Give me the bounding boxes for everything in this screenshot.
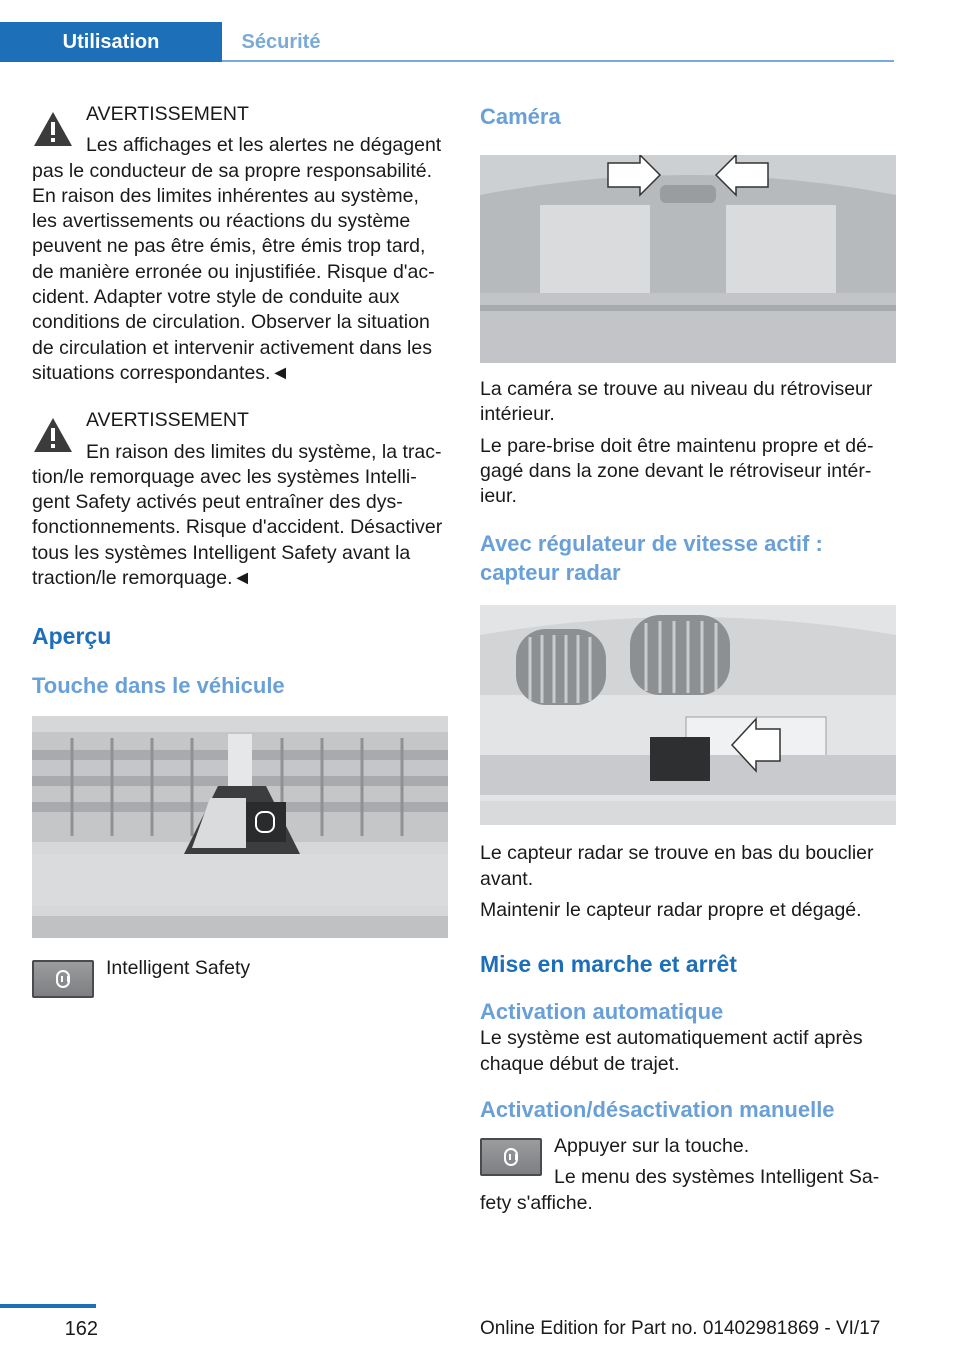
- warning-block-2: [32, 408, 448, 591]
- left-column: [32, 100, 448, 998]
- warning-title: AVERTISSEMENT: [86, 409, 249, 432]
- page-number: 162: [64, 1318, 98, 1340]
- button-legend-row: [32, 956, 448, 996]
- button-caption: Intelligent Safety: [106, 957, 251, 980]
- tab-securite[interactable]: Sécurité: [241, 31, 321, 53]
- radar-text-2: Maintenir le capteur radar propre et dégagé.: [480, 899, 862, 922]
- figure-radar: [480, 605, 896, 825]
- intelligent-safety-button-icon: [480, 1138, 542, 1176]
- radar-bumper-illustration: [480, 605, 896, 825]
- heading-camera: Caméra: [480, 104, 561, 129]
- warning-title: AVERTISSEMENT: [86, 103, 249, 125]
- right-column: [480, 100, 896, 1216]
- header-tabs: [0, 22, 894, 62]
- heading-activation-automatique: Activation automatique: [480, 999, 724, 1025]
- edition-note: Online Edition for Part no. 01402981869 - VI/17: [480, 1318, 881, 1339]
- heading-activation-manuelle: Activation/désactivation manuelle: [480, 1096, 835, 1122]
- tab-underline: [222, 60, 894, 62]
- radar-text-1: Le capteur radar se trouve en bas du bouclier avant.: [480, 842, 874, 890]
- auto-text: Le système est automatiquement actif après chaque début de trajet.: [480, 1027, 863, 1075]
- tab-utilisation[interactable]: Utilisation: [0, 22, 222, 60]
- manual-button-row: [480, 1134, 896, 1216]
- warning-triangle-icon: [32, 110, 74, 148]
- camera-interior-illustration: [480, 155, 896, 363]
- warning-triangle-icon: [32, 416, 74, 454]
- vehicle-grille-illustration: [32, 716, 448, 938]
- figure-button-in-vehicle: [32, 716, 448, 938]
- warning-body: Les affichages et les alertes ne dégagent pas le conducteur de sa propre responsabilité. En raison des limites inhérentes au système, les avertissements ou réactions du système peuvent ne pas être émis, être émis trop tard, de manière erronée ou injustifiée. Risque d'accident. Adapter votre style de conduite aux conditions de circulation. Observer la situation de circulation et intervenir activement dans les situations correspondantes.◄: [32, 134, 442, 384]
- intelligent-safety-button-icon: [32, 960, 94, 998]
- subheading-touche: Touche dans le véhicule: [32, 673, 285, 699]
- footer-rule: [0, 1304, 96, 1308]
- camera-text-1: La caméra se trouve au niveau du rétroviseur intérieur.: [480, 378, 873, 426]
- tab-underline-active: [0, 60, 222, 62]
- manual-text-2: Le menu des systèmes Intelligent Safety s'affiche.: [480, 1166, 880, 1214]
- heading-radar: Avec régulateur de vitesse actif : capteur radar: [480, 531, 823, 586]
- warning-body: En raison des limites du système, la traction/le remorquage avec les systèmes Intelligent Safety activés peut entraîner des dysfonctionnements. Risque d'accident. Désactiver tous les systèmes Intelligent Safety avant la traction/le remorquage.◄: [32, 440, 443, 590]
- section-heading-apercu: Aperçu: [32, 623, 112, 650]
- camera-text-2: Le pare-brise doit être maintenu propre et dégagé dans la zone devant le rétroviseur intérieur.: [480, 434, 874, 508]
- warning-block-1: [32, 102, 448, 386]
- heading-mise-en-marche: Mise en marche et arrêt: [480, 951, 737, 978]
- figure-camera: [480, 155, 896, 363]
- manual-text-1: Appuyer sur la touche.: [554, 1134, 750, 1157]
